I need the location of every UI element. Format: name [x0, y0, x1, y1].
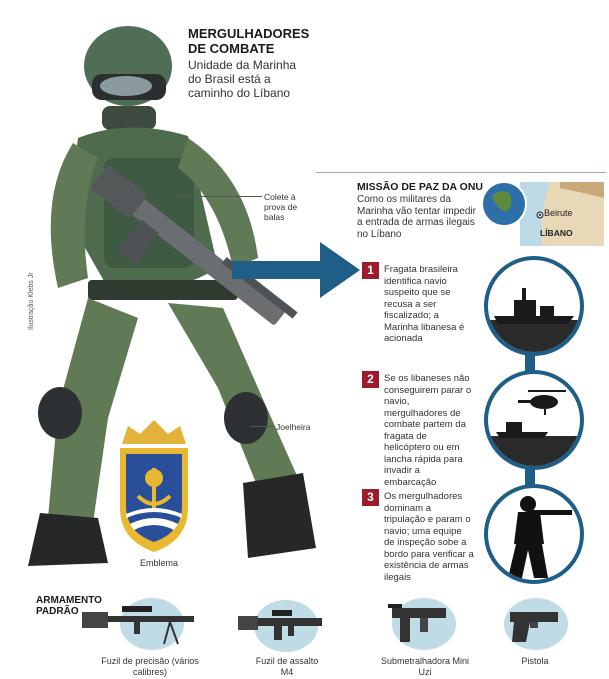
step-2-helicopter-circle: [484, 370, 584, 470]
pistol-icon: [500, 602, 570, 646]
step-text-1: Fragata brasileira identifica navio suspeito que se recusa a ser fiscalizado; a Marinha libanesa é acionada: [384, 264, 465, 344]
vest-callout: Colete à prova de balas: [264, 192, 298, 222]
title-line-1: MERGULHADORES: [188, 26, 310, 41]
map-country-label: LÍBANO: [540, 228, 573, 238]
submachine-gun-icon: [384, 596, 454, 648]
step-number-3: 3: [362, 489, 379, 506]
weapon-label-uzi: Submetralhadora Mini Uzi: [380, 656, 470, 677]
emblem-label: Emblema: [140, 558, 179, 568]
assault-rifle-icon: [232, 600, 328, 650]
map-city-label: Beirute: [544, 208, 573, 218]
mission-title: MISSÃO DE PAZ DA ONU: [357, 181, 484, 193]
vest-callout-line: [176, 196, 262, 197]
weapon-label-m4: Fuzil de assalto M4: [255, 656, 319, 677]
title-line-2: DE COMBATE: [188, 41, 275, 56]
armament-title-line-1: ARMAMENTO: [36, 595, 102, 606]
arrow-right-icon: [232, 242, 360, 300]
step-1-ship-circle: [484, 256, 584, 356]
helicopter-icon: [488, 374, 580, 466]
step-text-2: Se os libaneses não conseguirem parar o navio, mergulhadores de combate partem da fragata de helicóptero ou em lancha rápida para invadir a embarcação: [384, 373, 472, 488]
mission-description: Como os militares da Marinha vão tentar impedir a entrada de armas ilegais no Líbano: [357, 194, 476, 240]
step-number-1: 1: [362, 262, 379, 279]
knee-callout-line: [250, 426, 274, 427]
armed-diver-icon: [488, 488, 580, 580]
sniper-rifle-icon: [78, 598, 198, 648]
navy-emblem-icon: [112, 418, 196, 554]
armament-title-line-2: PADRÃO: [36, 606, 79, 617]
page-subtitle: Unidade da Marinha do Brasil está a caminho do Líbano: [188, 58, 297, 100]
illustration-credit: Ilustração Klebs Jr: [28, 272, 35, 330]
knee-callout: Joelheira: [276, 422, 311, 432]
weapon-label-sniper: Fuzil de precisão (vários calibres): [101, 656, 199, 677]
step-text-3: Os mergulhadores dominam a tripulação e param o navio; uma equipe de inspeção sobe a bordo para verificar a existência de armas ilegais: [384, 491, 474, 583]
frigate-icon: [488, 260, 580, 352]
section-divider: [316, 172, 606, 173]
step-number-2: 2: [362, 371, 379, 388]
step-3-diver-circle: [484, 484, 584, 584]
weapon-label-pistol: Pistola: [521, 656, 549, 666]
